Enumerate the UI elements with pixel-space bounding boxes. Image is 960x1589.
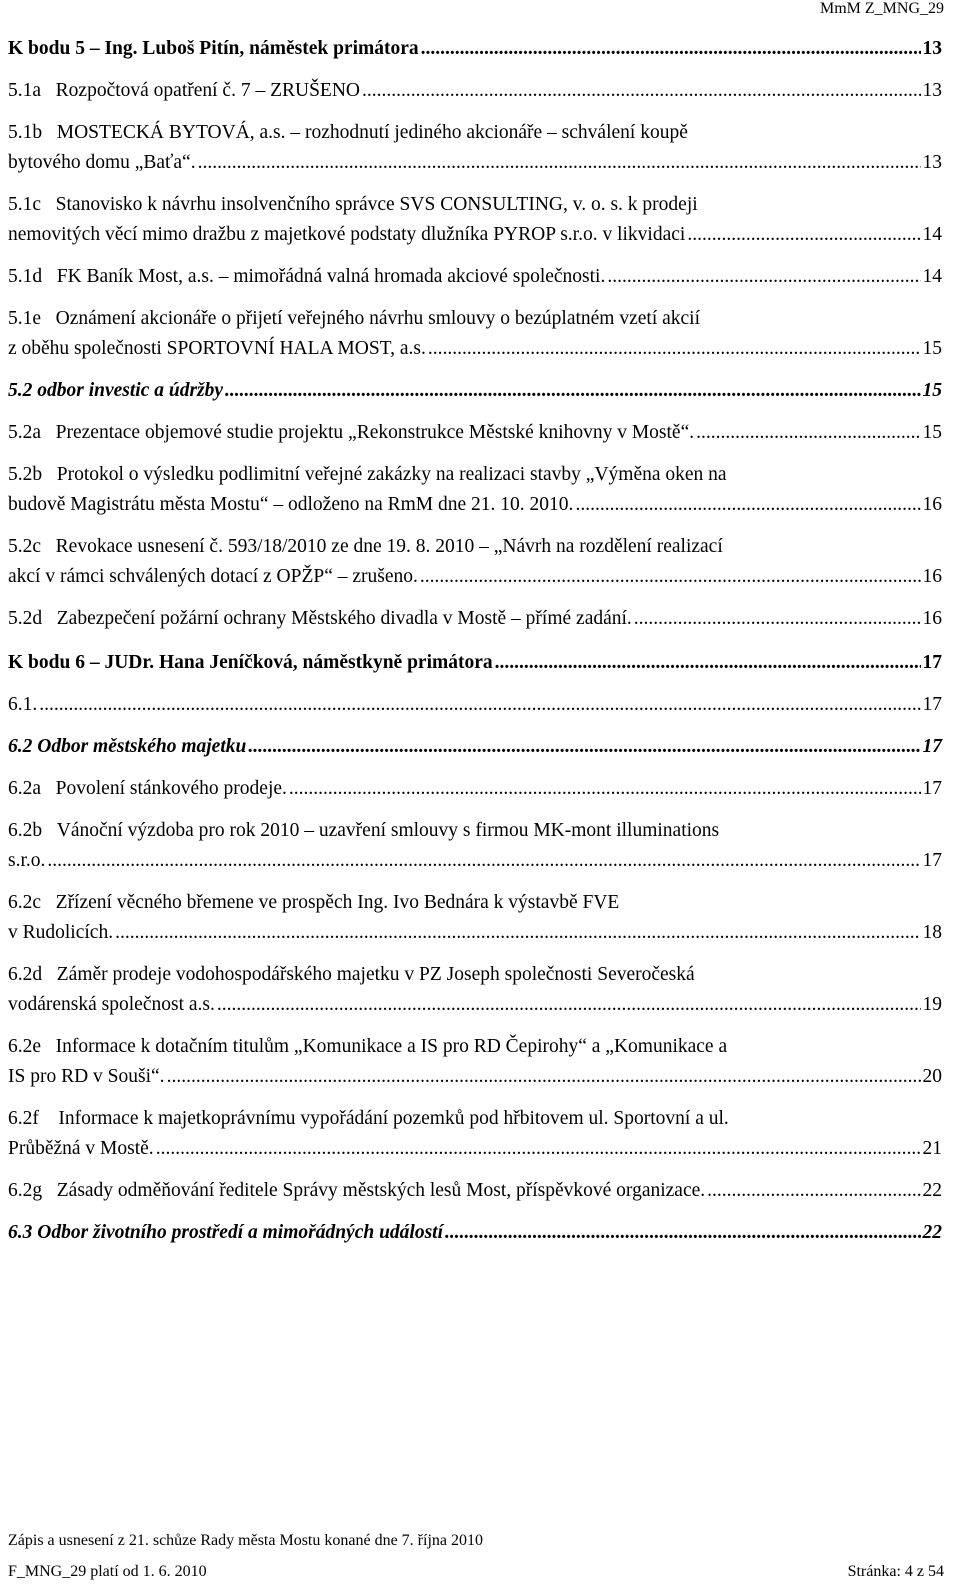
toc-page-number: 19 [922,994,942,1015]
toc-entry[interactable] [8,816,942,876]
toc-entry[interactable] [8,1104,942,1164]
dot-leader [362,76,920,106]
toc-entry-title: K bodu 5 – Ing. Luboš Pitín, náměstek primátora [8,38,419,59]
toc-entry-leader-line [8,1134,942,1164]
toc-page-number: 14 [922,224,942,245]
toc-page-number: 15 [922,422,942,443]
toc-page-number: 17 [922,736,942,757]
toc-entry-title: Průběžná v Mostě. [8,1138,154,1159]
toc-entry-title: 5.1d FK Baník Most, a.s. – mimořádná valná hromada akciové společnosti. [8,266,606,287]
toc-entry-title: 5.2a Prezentace objemové studie projektu „Rekonstrukce Městské knihovny v Mostě“. [8,422,695,443]
toc-entry-leader-line [8,76,942,106]
toc-page-number: 22 [922,1180,942,1201]
dot-leader [225,376,920,406]
toc-entry-leader-line [8,918,942,948]
toc-entry[interactable] [8,460,942,520]
footer-validity: F_MNG_29 platí od 1. 6. 2010 [8,1563,207,1580]
toc-page-number: 18 [922,922,942,943]
toc-entry[interactable] [8,888,942,948]
toc-entry-title: z oběhu společnosti SPORTOVNÍ HALA MOST, a.s. [8,338,426,359]
toc-entry-title: 6.2 Odbor městského majetku [8,736,247,757]
toc-entry-leader-line [8,562,942,592]
dot-leader [248,732,920,762]
toc-entry[interactable] [8,376,942,406]
toc-entry-title: akcí v rámci schválených dotací z OPŽP“ – zrušeno. [8,566,418,587]
dot-leader [115,918,920,948]
toc-page-number: 17 [922,694,942,715]
toc-entry-title: 5.2d Zabezpečení požární ochrany Městského divadla v Mostě – přímé zadání. [8,608,632,629]
toc-entry-title-line: 6.2f Informace k majetkoprávnímu vypořádání pozemků pod hřbitovem ul. Sportovní a ul. [8,1108,729,1129]
toc-entry-leader-line [8,990,942,1020]
toc-entry[interactable] [8,960,942,1020]
toc-entry-leader-line [8,648,942,678]
dot-leader [39,690,920,720]
dot-leader [198,148,921,178]
toc-entry[interactable] [8,262,942,292]
toc-page-number: 13 [922,80,942,101]
toc-page-number: 14 [922,266,942,287]
toc-entry[interactable] [8,1218,942,1248]
toc-entry[interactable] [8,648,942,678]
dot-leader [428,334,921,364]
toc-entry-leader-line [8,334,942,364]
footer-bar [8,1563,944,1581]
toc-page-number: 17 [922,850,942,871]
toc-entry[interactable] [8,732,942,762]
toc-entry-title-line: 5.2b Protokol o výsledku podlimitní veřejné zakázky na realizaci stavby „Výměna oken na [8,464,727,485]
toc-entry-title-line: 5.1e Oznámení akcionáře o přijetí veřejného návrhu smlouvy o bezúplatném vzetí akcií [8,308,701,329]
toc-entry-title: 6.2a Povolení stánkového prodeje. [8,778,287,799]
footer-page-info: Stránka: 4 z 54 [847,1563,944,1580]
dot-leader [634,604,921,634]
dot-leader [420,562,921,592]
toc-entry-title: nemovitých věcí mimo dražbu z majetkové podstaty dlužníka PYROP s.r.o. v likvidaci [8,224,686,245]
toc-entry[interactable] [8,418,942,448]
toc-entry-title-line: 5.2c Revokace usnesení č. 593/18/2010 ze dne 19. 8. 2010 – „Návrh na rozdělení realizací [8,536,723,557]
toc-entry-leader-line [8,1062,942,1092]
toc-entry-title: vodárenská společnost a.s. [8,994,215,1015]
toc-entry-title: s.r.o. [8,850,46,871]
toc-entry-title: 6.2g Zásady odměňování ředitele Správy městských lesů Most, příspěvkové organizace. [8,1180,706,1201]
toc-entry-leader-line [8,732,942,762]
dot-leader [156,1134,921,1164]
toc-entry-title: 6.3 Odbor životního prostředí a mimořádných událostí [8,1222,444,1243]
toc-entry-title: 6.1. [8,694,38,715]
toc-page-number: 16 [922,494,942,515]
toc-entry[interactable] [8,690,942,720]
toc-entry-leader-line [8,148,942,178]
dot-leader [707,1176,920,1206]
toc-page-number: 13 [922,152,942,173]
toc-entry[interactable] [8,532,942,592]
dot-leader [217,990,921,1020]
toc-entry[interactable] [8,76,942,106]
toc-entry-leader-line [8,846,942,876]
toc-entry-leader-line [8,774,942,804]
dot-leader [47,846,920,876]
toc-entry-title-line: 6.2b Vánoční výzdoba pro rok 2010 – uzavření smlouvy s firmou MK-mont illuminations [8,820,720,841]
toc-entry-leader-line [8,376,942,406]
toc-entry[interactable] [8,190,942,250]
toc-entry-leader-line [8,1176,942,1206]
toc-entry[interactable] [8,118,942,178]
toc-entry-leader-line [8,220,942,250]
toc-page-number: 16 [922,608,942,629]
toc-entry-title: 5.2 odbor investic a údržby [8,380,224,401]
toc-entry[interactable] [8,1032,942,1092]
dot-leader [289,774,921,804]
toc-page-number: 22 [922,1222,942,1243]
dot-leader [445,1218,920,1248]
dot-leader [687,220,920,250]
table-of-contents [8,34,942,1248]
toc-entry-leader-line [8,262,942,292]
toc-page-number: 17 [922,778,942,799]
toc-entry-title-line: 6.2e Informace k dotačním titulům „Komunikace a IS pro RD Čepirohy“ a „Komunikace a [8,1036,728,1057]
toc-entry-title-line: 6.2c Zřízení věcného břemene ve prospěch Ing. Ivo Bednára k výstavbě FVE [8,892,620,913]
toc-entry-title: bytového domu „Baťa“. [8,152,196,173]
toc-entry-leader-line [8,418,942,448]
document-code: MmM Z_MNG_29 [819,0,944,17]
toc-entry-title-line: 6.2d Záměr prodeje vodohospodářského majetku v PZ Joseph společnosti Severočeská [8,964,695,985]
dot-leader [607,262,920,292]
toc-page-number: 13 [922,38,942,59]
toc-entry-title: budově Magistrátu města Mostu“ – odloženo na RmM dne 21. 10. 2010. [8,494,574,515]
toc-page-number: 21 [922,1138,942,1159]
toc-entry-leader-line [8,690,942,720]
dot-leader [575,490,920,520]
toc-page-number: 15 [922,338,942,359]
dot-leader [421,34,921,64]
toc-entry[interactable] [8,1176,942,1206]
toc-page-number: 16 [922,566,942,587]
toc-entry-leader-line [8,1218,942,1248]
toc-entry-title: 5.1a Rozpočtová opatření č. 7 – ZRUŠENO [8,80,361,101]
toc-entry[interactable] [8,604,942,634]
dot-leader [167,1062,921,1092]
toc-entry[interactable] [8,34,942,64]
toc-entry[interactable] [8,774,942,804]
toc-entry-leader-line [8,490,942,520]
toc-entry-leader-line [8,34,942,64]
toc-entry[interactable] [8,304,942,364]
toc-entry-title: v Rudolicích. [8,922,114,943]
dot-leader [495,648,921,678]
toc-page-number: 17 [922,652,942,673]
toc-entry-leader-line [8,604,942,634]
toc-entry-title: K bodu 6 – JUDr. Hana Jeníčková, náměstkyně primátora [8,652,493,673]
toc-entry-title: IS pro RD v Souši“. [8,1066,165,1087]
toc-entry-title-line: 5.1c Stanovisko k návrhu insolvenčního správce SVS CONSULTING, v. o. s. k prodeji [8,194,698,215]
footer-title: Zápis a usnesení z 21. schůze Rady města Mostu konané dne 7. října 2010 [8,1532,483,1549]
dot-leader [696,418,920,448]
toc-page-number: 15 [922,380,942,401]
toc-page-number: 20 [922,1066,942,1087]
toc-entry-title-line: 5.1b MOSTECKÁ BYTOVÁ, a.s. – rozhodnutí jediného akcionáře – schválení koupě [8,122,688,143]
